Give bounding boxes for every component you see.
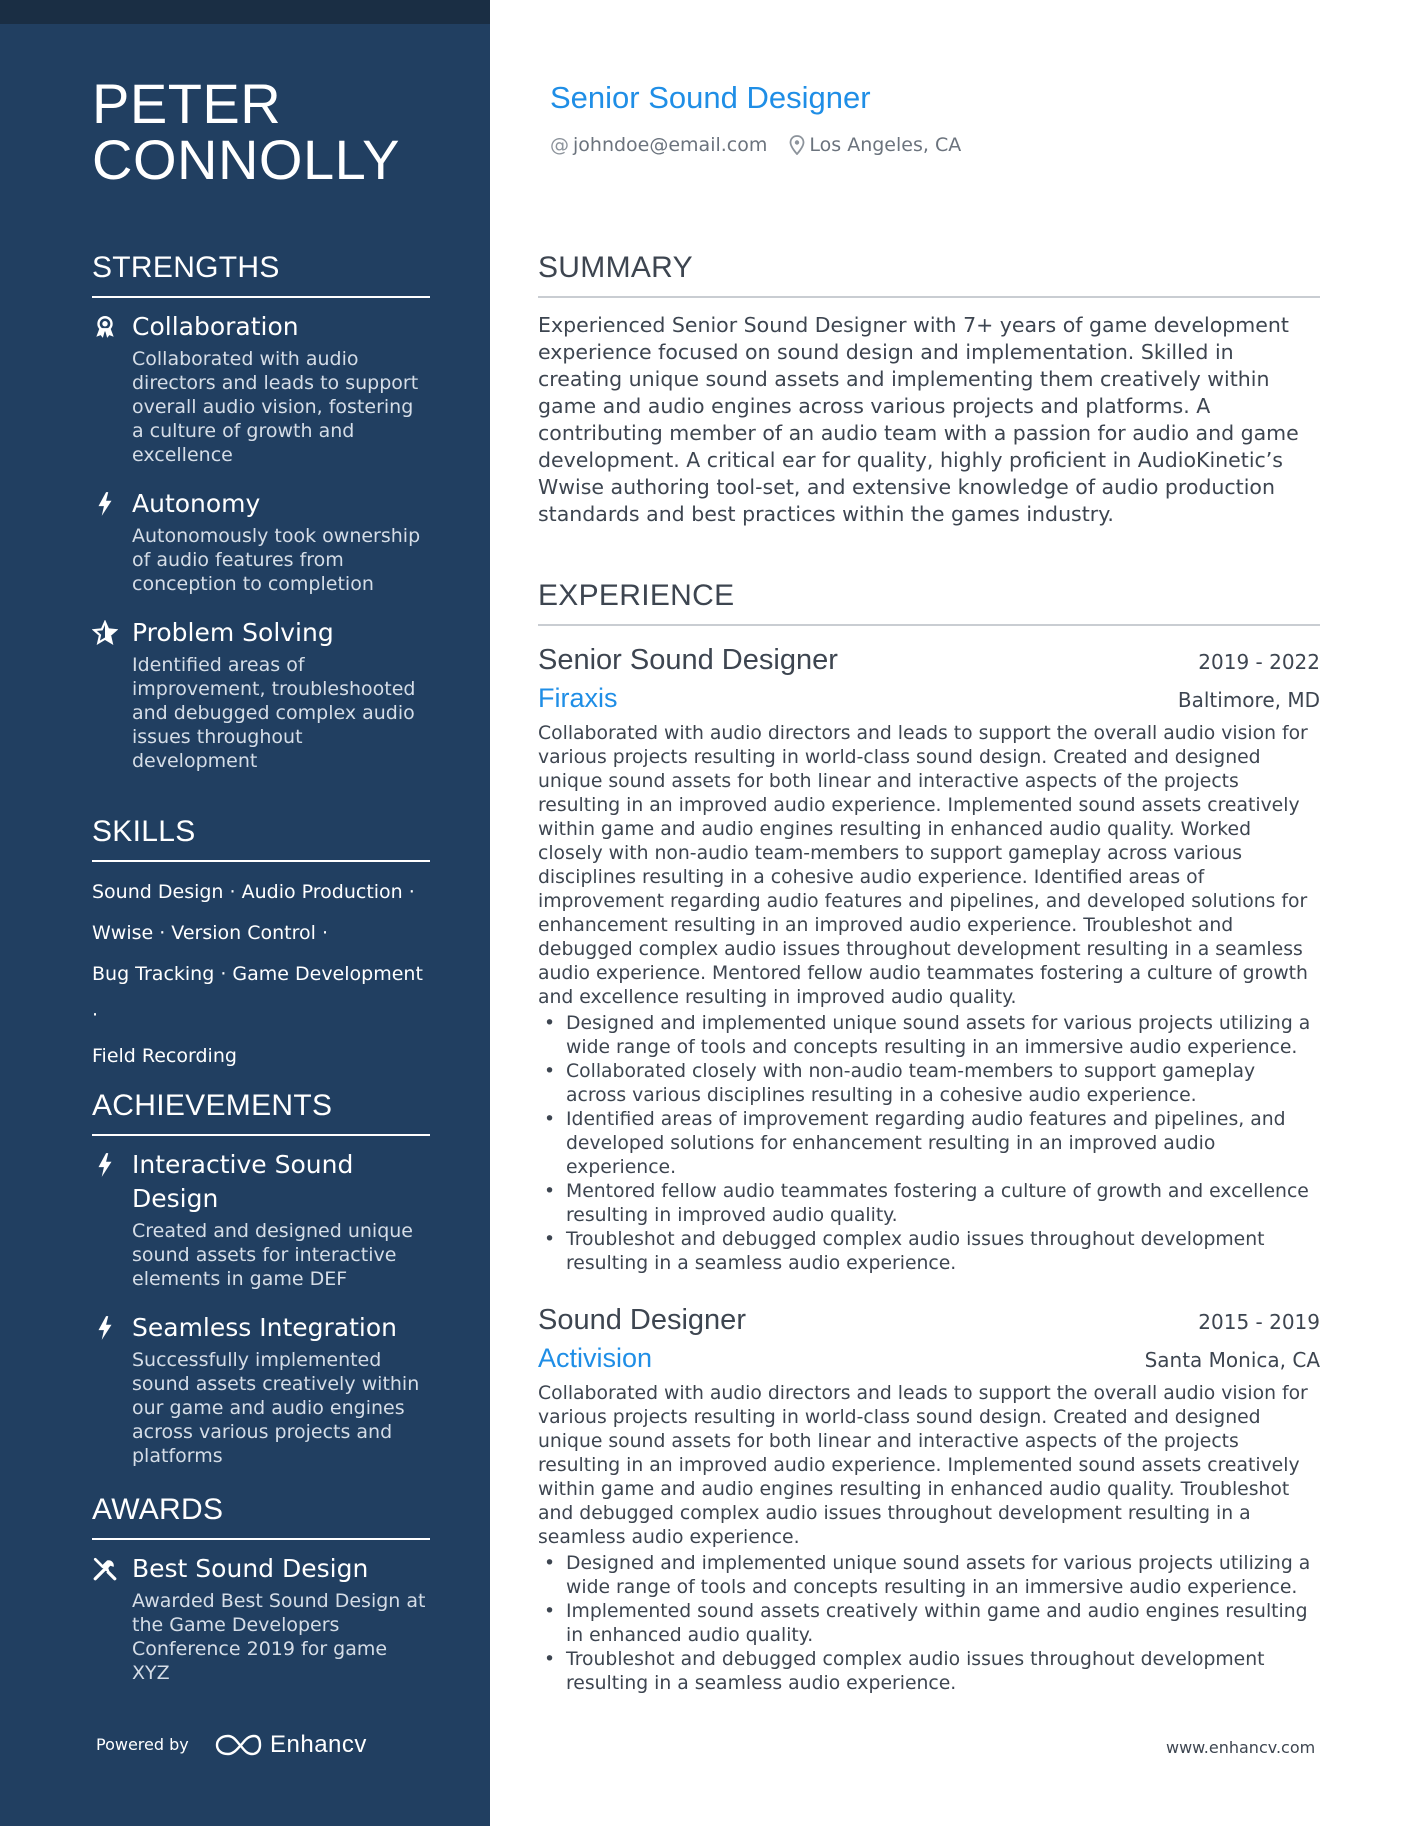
skill-line: Bug Tracking · Game Development · — [92, 963, 423, 1026]
lightning-icon — [92, 491, 118, 517]
strength-description: Identified areas of improvement, troubleshooted and debugged complex audio issues throughout development — [132, 654, 416, 772]
job-subheader — [538, 680, 1320, 716]
sidebar — [0, 0, 490, 1826]
last-name: CONNOLLY — [92, 128, 400, 191]
skill-line: Sound Design · Audio Production · — [92, 881, 415, 903]
job-bullets — [538, 1012, 1320, 1276]
job-entry — [538, 640, 1320, 1276]
job-header — [538, 640, 1320, 680]
strength-title: Problem Solving — [132, 618, 334, 647]
job-subheader — [538, 1340, 1320, 1376]
candidate-name — [92, 72, 462, 191]
job-bullet: • Troubleshot and debugged complex audio issues throughout development resulting in a seamless audio experience. — [538, 1228, 1320, 1276]
job-company: Activision — [538, 1343, 653, 1373]
summary-text: Experienced Senior Sound Designer with 7+ years of game development experience focused on sound design and implementation. Skilled in creating unique sound assets and implementing them creatively within game and audio engines across various projects and platforms. A contributing member of an audio team with a passion for audio and game development. A critical ear for quality, highly proficient in AudioKinetic’s Wwise authoring tool-set, and extensive knowledge of audio production standards and best practices within the games industry. — [538, 313, 1299, 526]
strength-item — [92, 616, 430, 773]
award-item — [92, 1552, 430, 1685]
job-bullet: • Collaborated closely with non-audio team-members to support gameplay across various disciplines resulting in a cohesive audio experience. — [538, 1060, 1320, 1108]
job-bullet: • Mentored fellow audio teammates fostering a culture of growth and excellence resulting in improved audio quality. — [538, 1180, 1320, 1228]
achievement-description: Created and designed unique sound assets for interactive elements in game DEF — [132, 1220, 413, 1290]
award-icon — [92, 314, 118, 340]
achievement-title: Seamless Integration — [132, 1313, 398, 1342]
powered-by-label: Powered by — [96, 1735, 189, 1754]
at-icon: @ — [550, 134, 569, 156]
job-description: Collaborated with audio directors and leads to support the overall audio vision for various projects resulting in world-class sound design. Created and designed unique sound assets for both linear and interactive aspects of the projects resulting in an improved audio experience. Implemented sound assets creatively within game and audio engines resulting in enhanced audio quality. Troubleshot and debugged complex audio issues throughout development resulting in a seamless audio experience. — [538, 1383, 1308, 1548]
enhancv-brand: Enhancv — [270, 1731, 367, 1758]
job-bullet: • Troubleshot and debugged complex audio issues throughout development resulting in a seamless audio experience. — [538, 1648, 1320, 1696]
achievement-description: Successfully implemented sound assets creatively within our game and audio engines across various projects and platforms — [132, 1349, 420, 1467]
skill-line: Field Recording — [92, 1045, 237, 1067]
skills-heading: SKILLS — [92, 814, 430, 862]
enhancv-mark-icon — [214, 1732, 262, 1758]
location-pin-icon — [789, 135, 805, 155]
strengths-section — [92, 250, 430, 773]
lightning-icon — [92, 1315, 118, 1341]
job-dates: 2019 - 2022 — [1198, 650, 1320, 674]
job-bullets — [538, 1552, 1320, 1696]
strength-title: Collaboration — [132, 312, 299, 341]
lightning-icon — [92, 1152, 118, 1178]
summary-heading: SUMMARY — [538, 250, 1320, 298]
location-text: Los Angeles, CA — [809, 134, 962, 156]
award-description: Awarded Best Sound Design at the Game Developers Conference 2019 for game XYZ — [132, 1590, 426, 1684]
job-company: Firaxis — [538, 683, 618, 713]
achievement-item — [92, 1148, 430, 1291]
job-title: Senior Sound Designer — [538, 644, 838, 676]
job-location: Santa Monica, CA — [1144, 1348, 1320, 1372]
job-header — [538, 1300, 1320, 1340]
job-bullet: • Identified areas of improvement regarding audio features and pipelines, and developed solutions for enhancement resulting in an improved audio experience. — [538, 1108, 1320, 1180]
awards-section — [92, 1492, 430, 1685]
achievement-title: Interactive Sound Design — [132, 1150, 354, 1213]
job-description: Collaborated with audio directors and leads to support the overall audio vision for various projects resulting in world-class sound design. Created and designed unique sound assets for both linear and interactive aspects of the projects resulting in an improved audio experience. Implemented sound assets creatively within game and audio engines resulting in enhanced audio quality. Worked closely with non-audio team-members to support gameplay across various disciplines resulting in a cohesive audio experience. Identified areas of improvement regarding audio features and pipelines, and developed solutions for enhancement resulting in an improved audio experience. Troubleshot and debugged complex audio issues throughout development resulting in a seamless audio experience. Mentored fellow audio teammates fostering a culture of growth and excellence resulting in improved audio quality. — [538, 723, 1308, 1008]
skills-list — [92, 872, 430, 1077]
strength-description: Collaborated with audio directors and leads to support overall audio vision, fostering a culture of growth and excellence — [132, 348, 419, 466]
sidebar-top-bar — [0, 0, 490, 24]
tools-icon — [92, 1556, 118, 1582]
job-entry — [538, 1300, 1320, 1696]
awards-heading: AWARDS — [92, 1492, 430, 1540]
strength-description: Autonomously took ownership of audio features from conception to completion — [132, 525, 421, 595]
strength-item — [92, 310, 430, 467]
experience-section — [538, 578, 1320, 1696]
footer-url[interactable]: www.enhancv.com — [1166, 1738, 1316, 1757]
job-bullet: • Designed and implemented unique sound assets for various projects utilizing a wide range of tools and concepts resulting in an immersive audio experience. — [538, 1012, 1320, 1060]
job-dates: 2015 - 2019 — [1198, 1310, 1320, 1334]
summary-section — [538, 250, 1320, 528]
skills-section — [92, 814, 430, 1077]
location-contact — [789, 132, 961, 158]
job-location: Baltimore, MD — [1177, 688, 1320, 712]
contact-row — [550, 132, 983, 158]
job-bullet: • Designed and implemented unique sound assets for various projects utilizing a wide range of tools and concepts resulting in an immersive audio experience. — [538, 1552, 1320, 1600]
star-icon — [92, 620, 118, 646]
skill-line: Wwise · Version Control · — [92, 922, 328, 944]
achievements-heading: ACHIEVEMENTS — [92, 1088, 430, 1136]
headline-title: Senior Sound Designer — [550, 80, 871, 115]
achievement-item — [92, 1311, 430, 1468]
strengths-heading: STRENGTHS — [92, 250, 430, 298]
achievements-section — [92, 1088, 430, 1468]
award-title: Best Sound Design — [132, 1554, 369, 1583]
strength-title: Autonomy — [132, 489, 261, 518]
first-name: PETER — [92, 72, 282, 135]
experience-heading: EXPERIENCE — [538, 578, 1320, 626]
job-title: Sound Designer — [538, 1304, 746, 1336]
email-text: johndoe@email.com — [573, 134, 768, 156]
enhancv-logo[interactable] — [214, 1729, 367, 1761]
email-contact[interactable] — [550, 132, 767, 158]
job-bullet: • Implemented sound assets creatively within game and audio engines resulting in enhanced audio quality. — [538, 1600, 1320, 1648]
strength-item — [92, 487, 430, 596]
